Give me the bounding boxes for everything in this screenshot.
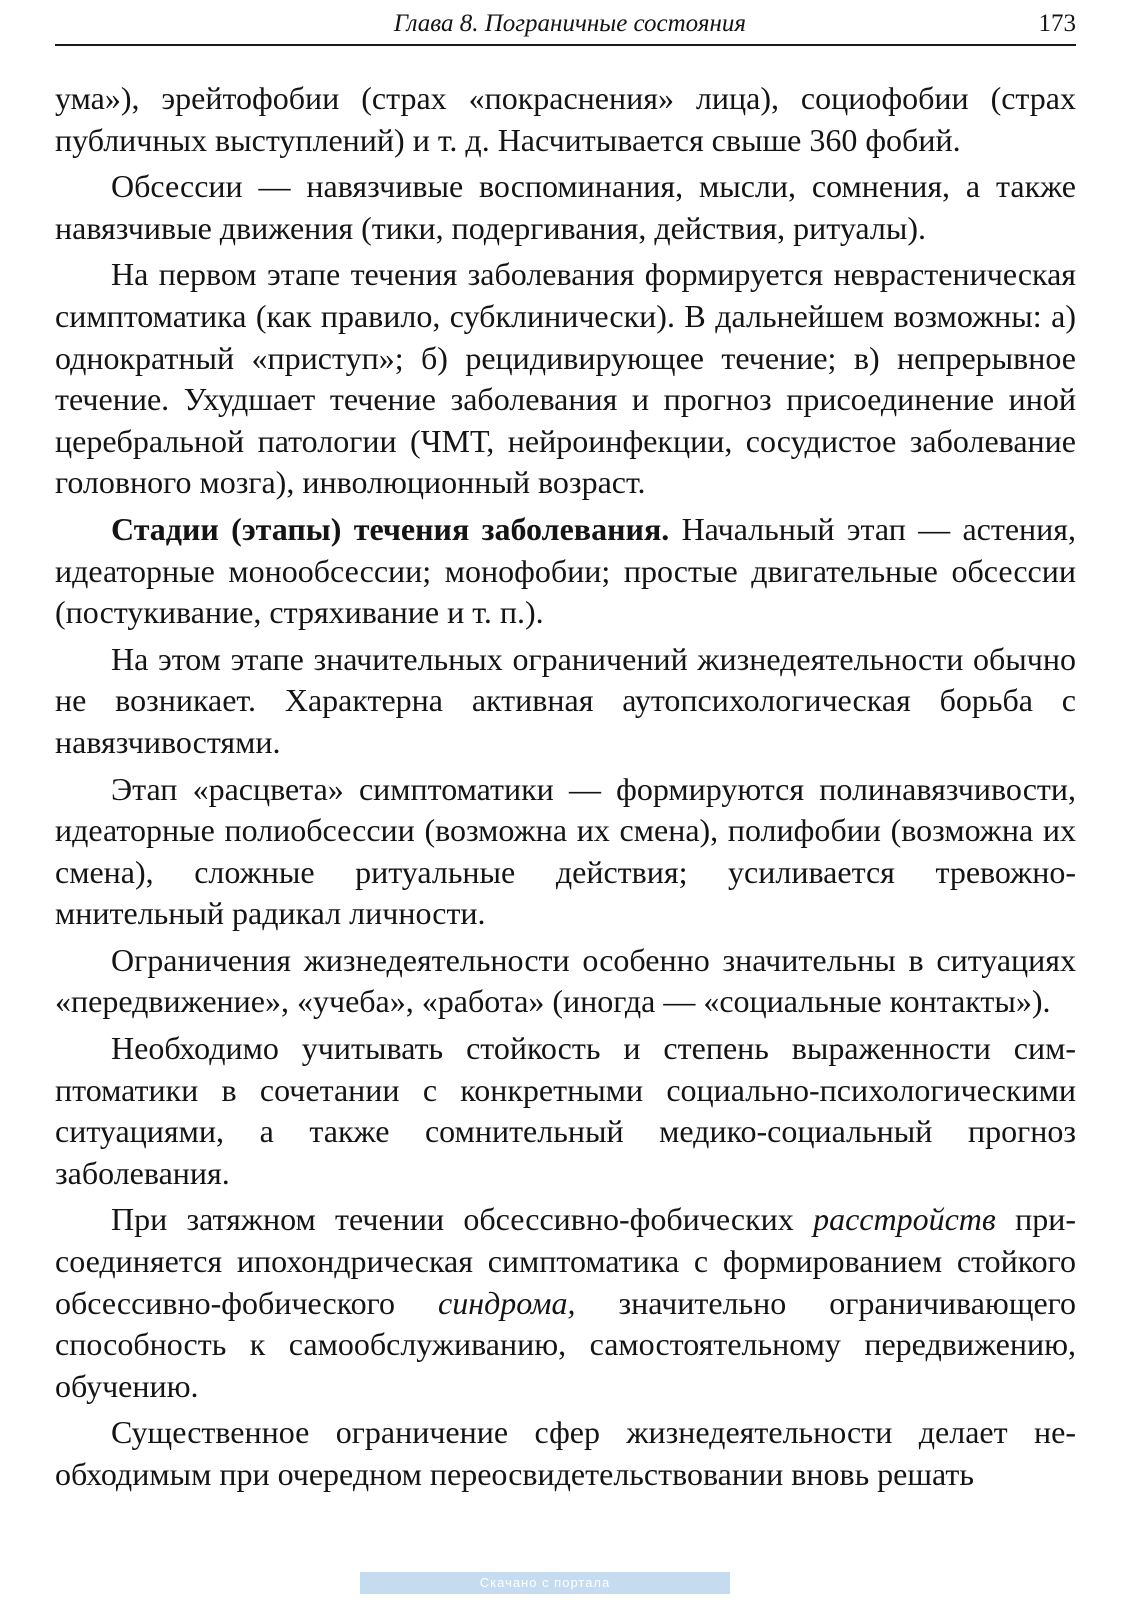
- page-number: 173: [1038, 10, 1076, 37]
- paragraph-9-seg-5: значительно ограничивающего способность к самообслуживанию, самостоятельному передвижению, обучению.: [55, 1284, 1076, 1404]
- paragraph-9-seg-3: присоединяется ипохондрическая симптоматика с формированием стойкого обсессивно-фобического: [55, 1201, 1077, 1321]
- italic-term-disorders: расстройств: [813, 1201, 996, 1238]
- running-header: [55, 8, 1076, 46]
- paragraph-2: Обсессии — навязчивые воспоминания, мысли, сомнения, а также навязчивые движения (тики, подергивания, действия, ритуалы).: [55, 168, 1076, 246]
- italic-term-syndrome: синдрома,: [437, 1284, 576, 1321]
- paragraph-8: Необходимо учитывать стойкость и степень выраженности симптоматики в сочетании с конкретными социально-психологическими ситуациями, а также сомнительный медико-социальный прогноз заболевания.: [55, 1030, 1076, 1191]
- section-heading: Стадии (этапы) течения заболевания.: [111, 510, 670, 547]
- paragraph-4: [55, 509, 1076, 634]
- book-page: [55, 0, 1076, 1600]
- running-title: Глава 8. Пограничные состояния: [393, 10, 746, 37]
- paragraph-4-text: Начальный этап — астения, идеаторные монообсессии; монофобии; простые двигательные обсессии (постукивание, стряхивание и т. п.).: [55, 510, 1076, 631]
- paragraph-9-seg-1: При затяжном течении обсессивно-фобических: [111, 1201, 814, 1238]
- body-text: [55, 78, 1076, 1501]
- paragraph-3: На первом этапе течения заболевания формируется неврастеническая симптоматика (как правило, субклинически). В дальнейшем возможны: а) однократный «приступ»; б) рецидивирующее течение; в) непрерывное течение. Ухудшает течение заболевания и прогноз присоединение иной церебральной патологии (ЧМТ, нейроинфекции, сосудистое заболевание головного мозга), инволюционный возраст.: [55, 256, 1076, 501]
- paragraph-10: Существенное ограничение сфер жизнедеятельности делает необходимым при очередном переосвидетельствовании вновь решать: [55, 1414, 1076, 1492]
- paragraph-7: Ограничения жизнедеятельности особенно значительны в ситуациях «передвижение», «учеба», «работа» (иногда — «социальные контакты»).: [55, 941, 1076, 1020]
- paragraph-6: Этап «расцвета» симптоматики — формируются полинавязчивости, идеаторные полиобсессии (возможна их смена), полифобии (возможна их смена), сложные ритуальные действия; усиливается тревожно-мнительный радикал личности.: [55, 770, 1076, 932]
- paragraph-1: ума»), эрейтофобии (страх «покраснения» лица), социофобии (страх публичных выступлений) и т. д. Насчитывается свыше 360 фобий.: [55, 80, 1076, 158]
- paragraph-9: [55, 1199, 1076, 1407]
- watermark-banner: Скачано с портала: [360, 1572, 730, 1594]
- paragraph-5: На этом этапе значительных ограничений жизнедеятельности обычно не возникает. Характерна активная аутопсихологическая борьба с навязчивостями.: [55, 640, 1076, 760]
